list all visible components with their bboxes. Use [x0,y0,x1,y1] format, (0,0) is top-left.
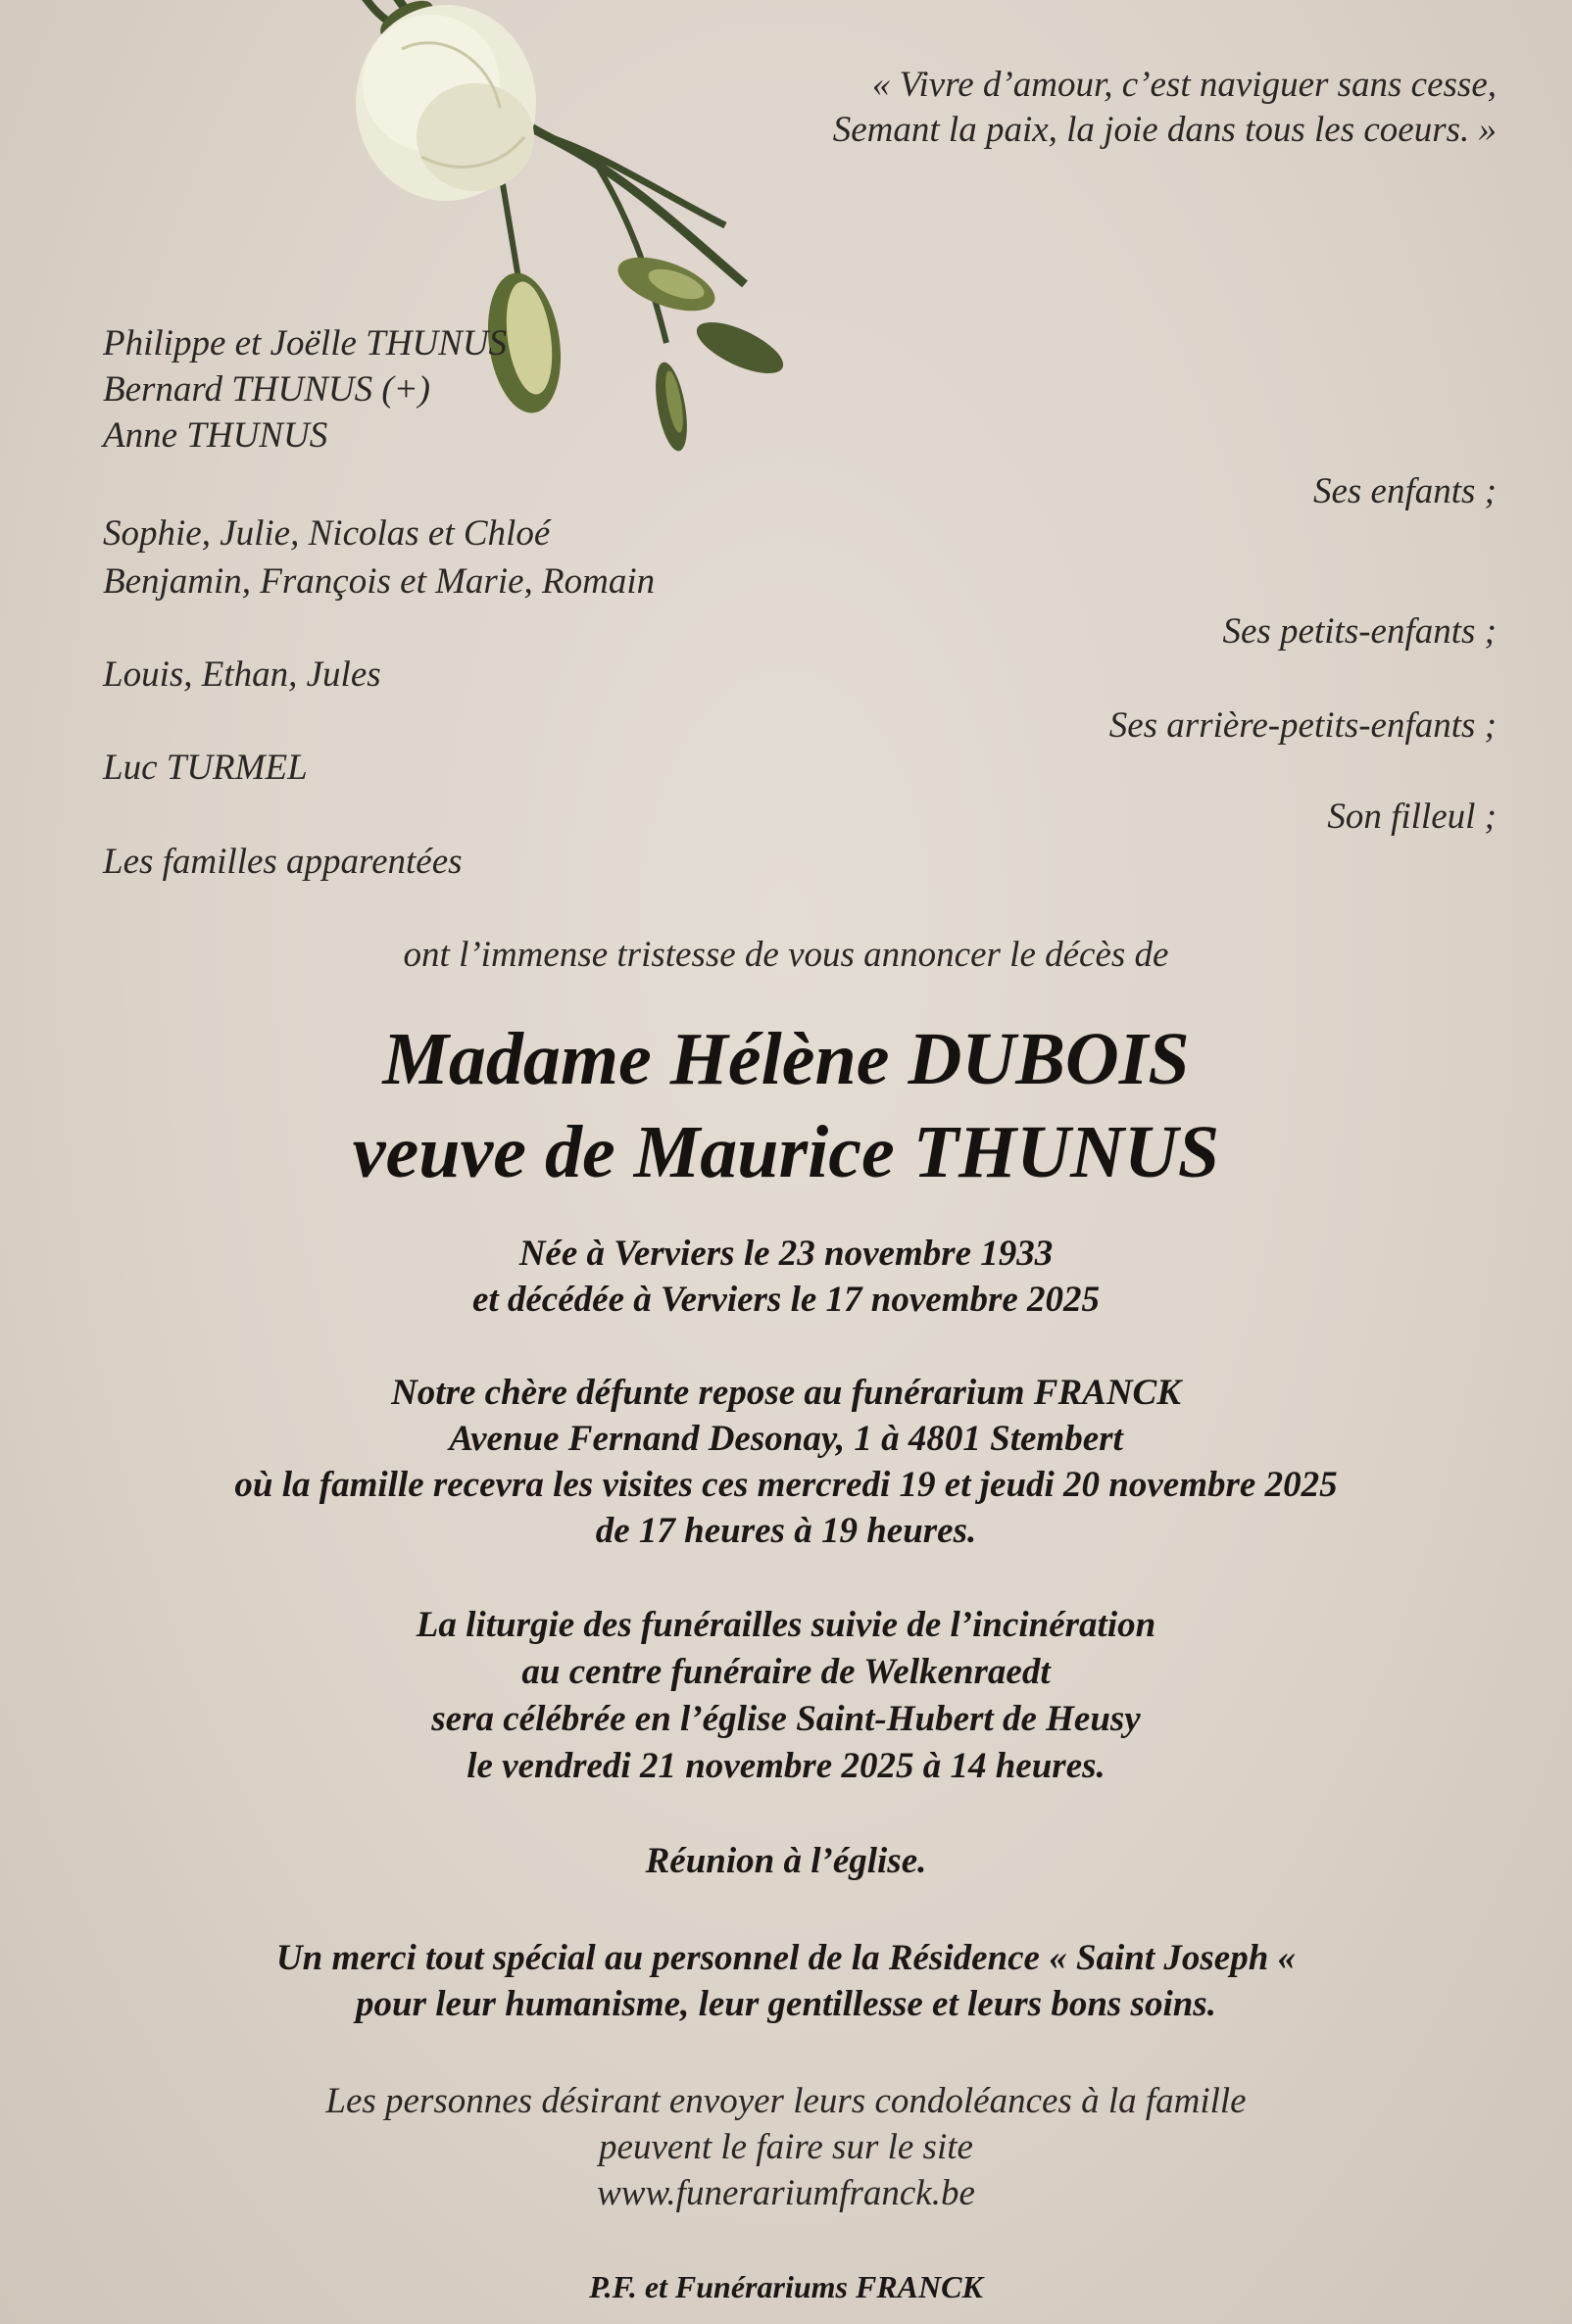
epigraph-quote [614,63,1497,153]
visitation-line: de 17 heures à 19 heures. [595,1511,977,1551]
death-info: et décédée à Verviers le 17 novembre 2025 [471,1280,1101,1320]
relatives: Les familles apparentées [103,842,463,882]
quote-line: « Vivre d’amour, c’est naviguer sans cesse, [871,65,1497,105]
children-role: Ses enfants ; [1312,471,1497,511]
funeral-home-footer: P.F. et Funérariums FRANCK [589,2269,983,2304]
liturgy-line: La liturgie des funérailles suivie de l’incinération [416,1605,1156,1645]
thanks-line: pour leur humanisme, leur gentillesse et leurs bons soins. [356,1984,1216,2024]
condolences-line: Les personnes désirant envoyer leurs condoléances à la famille [325,2081,1247,2121]
liturgy-line: au centre funéraire de Welkenraedt [521,1652,1051,1692]
liturgy-line: le vendredi 21 novembre 2025 à 14 heures. [467,1746,1105,1786]
birth-info: Née à Verviers le 23 novembre 1933 [518,1234,1054,1274]
visitation-line: Notre chère défunte repose au funérarium FRANCK [391,1373,1181,1413]
children-name: Bernard THUNUS (+) [103,369,430,410]
condolences-line: peuvent le faire sur le site [599,2127,973,2167]
godson-name: Luc TURMEL [103,748,308,788]
grandchildren-name: Sophie, Julie, Nicolas et Chloé [103,513,551,554]
widow-of: veuve de Maurice THUNUS [352,1111,1220,1193]
visitation-line: Avenue Fernand Desonay, 1 à 4801 Stembert [449,1419,1123,1459]
godson-role: Son filleul ; [1327,797,1497,837]
great-grandchildren-role: Ses arrière-petits-enfants ; [1108,705,1497,746]
announcement: ont l’immense tristesse de vous annoncer le décès de [403,935,1169,975]
quote-line: Semant la paix, la joie dans tous les coeurs. » [832,110,1497,150]
grandchildren-role: Ses petits-enfants ; [1222,611,1497,652]
condolences-website[interactable]: www.funerariumfranck.be [597,2173,975,2213]
grandchildren-name: Benjamin, François et Marie, Romain [103,561,656,602]
children-name: Philippe et Joëlle THUNUS [103,323,508,363]
visitation-line: où la famille recevra les visites ces mercredi 19 et jeudi 20 novembre 2025 [234,1465,1338,1505]
children-name: Anne THUNUS [103,415,328,456]
thanks-line: Un merci tout spécial au personnel de la Résidence « Saint Joseph « [275,1938,1297,1978]
meeting-note: Réunion à l’église. [645,1841,927,1881]
liturgy-line: sera célébrée en l’église Saint-Hubert de Heusy [431,1699,1141,1739]
deceased-name: Madame Hélène DUBOIS [382,1018,1190,1100]
great-grandchildren-names: Louis, Ethan, Jules [103,654,381,695]
